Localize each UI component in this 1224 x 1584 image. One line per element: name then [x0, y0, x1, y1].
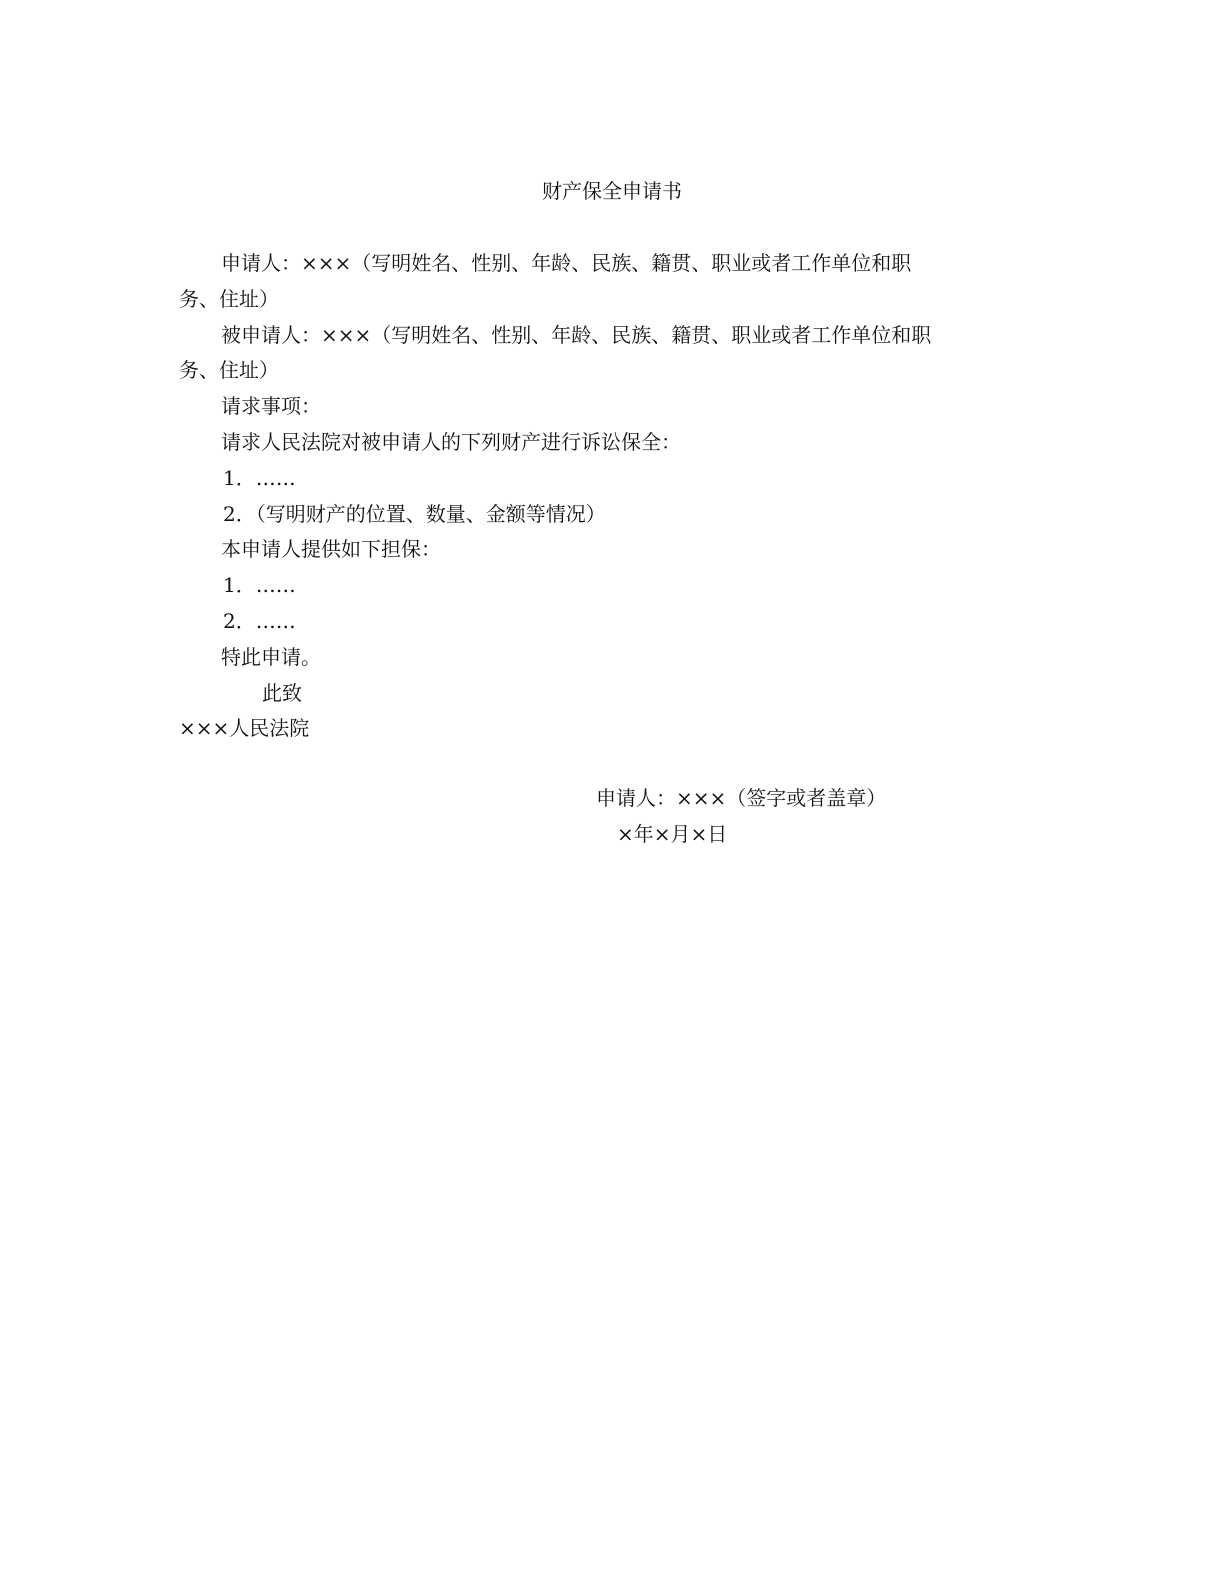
guarantee-item-1: 1．……: [223, 573, 296, 598]
date-line: ×年×月×日: [617, 821, 728, 846]
claims-item-2: 2．（写明财产的位置、数量、金额等情况）: [223, 501, 606, 526]
document-body: [179, 246, 939, 747]
signature-line: 申请人：×××（签字或者盖章）: [596, 786, 887, 810]
guarantee-item-2: 2．……: [223, 608, 296, 633]
claims-item-1: 1．……: [223, 465, 296, 490]
document-title: 财产保全申请书: [542, 179, 682, 203]
salutation: 此致: [262, 680, 302, 705]
applicant-paragraph: 申请人：×××（写明姓名、性别、年龄、民族、籍贯、职业或者工作单位和职务、住址）: [179, 251, 912, 311]
court-name: ×××人民法院: [179, 716, 310, 741]
signature-block: [596, 781, 886, 853]
respondent-paragraph: 被申请人：×××（写明姓名、性别、年龄、民族、籍贯、职业或者工作单位和职务、住址）: [179, 322, 932, 383]
guarantee-intro: 本申请人提供如下担保：: [221, 537, 441, 562]
claims-intro: 请求人民法院对被申请人的下列财产进行诉讼保全：: [221, 429, 681, 454]
claims-heading: 请求事项：: [221, 394, 321, 419]
closing-statement: 特此申请。: [221, 644, 321, 669]
